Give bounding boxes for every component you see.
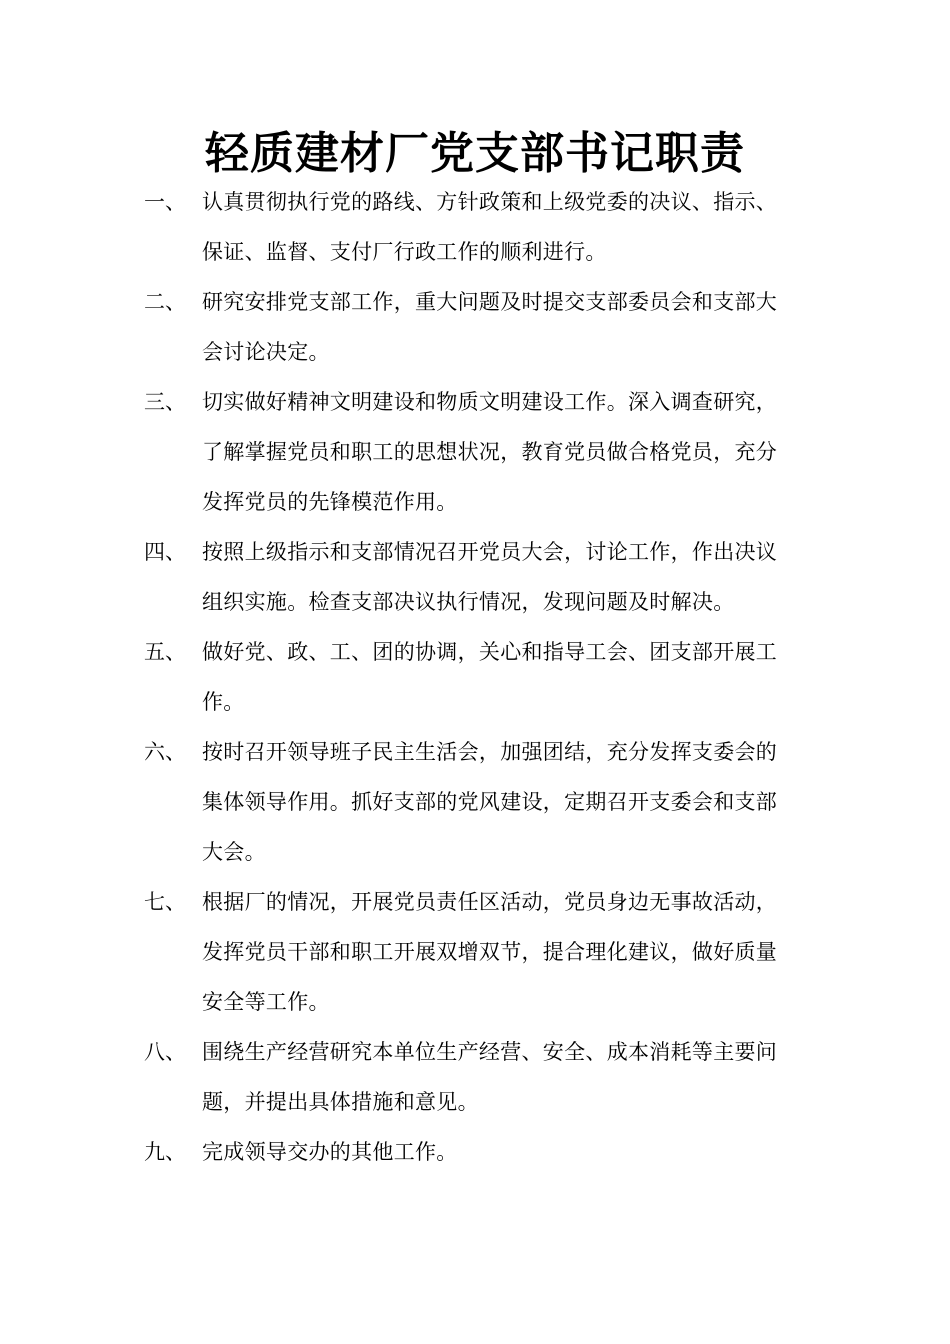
duty-item-line: 做好党、政、工、团的协调，关心和指导工会、团支部开展工 bbox=[202, 640, 778, 664]
duty-item-number: 二、 bbox=[144, 290, 186, 314]
duty-item bbox=[144, 627, 824, 727]
duty-item-number: 九、 bbox=[144, 1140, 186, 1164]
duty-item-line: 了解掌握党员和职工的思想状况，教育党员做合格党员，充分 bbox=[202, 440, 778, 464]
duty-item-line: 集体领导作用。抓好支部的党风建设，定期召开支委会和支部 bbox=[202, 790, 778, 814]
duty-item bbox=[144, 277, 824, 377]
duty-item-number: 四、 bbox=[144, 540, 186, 564]
duty-item-text bbox=[202, 177, 824, 277]
duty-item-line: 安全等工作。 bbox=[202, 990, 330, 1014]
duty-item-line: 保证、监督、支付厂行政工作的顺利进行。 bbox=[202, 240, 607, 264]
duty-item-line: 组织实施。检查支部决议执行情况，发现问题及时解决。 bbox=[202, 590, 735, 614]
duty-item-line: 发挥党员干部和职工开展双增双节，提合理化建议，做好质量 bbox=[202, 940, 778, 964]
duty-item-number: 五、 bbox=[144, 640, 186, 664]
duty-item-line: 围绕生产经营研究本单位生产经营、安全、成本消耗等主要问 bbox=[202, 1040, 778, 1064]
duty-item bbox=[144, 727, 824, 877]
duty-item-text bbox=[202, 377, 824, 527]
duty-item bbox=[144, 877, 824, 1027]
duty-item bbox=[144, 527, 824, 627]
duty-item-line: 按时召开领导班子民主生活会，加强团结，充分发挥支委会的 bbox=[202, 740, 778, 764]
duty-item-text bbox=[202, 877, 824, 1027]
duty-item-line: 认真贯彻执行党的路线、方针政策和上级党委的决议、指示、 bbox=[202, 190, 778, 214]
duty-item-line: 会讨论决定。 bbox=[202, 340, 330, 364]
duty-item-text bbox=[202, 277, 824, 377]
duty-item-text bbox=[202, 1027, 824, 1127]
duty-item-line: 发挥党员的先锋模范作用。 bbox=[202, 490, 458, 514]
duty-list bbox=[144, 177, 824, 1177]
duty-item-text bbox=[202, 527, 824, 627]
duty-item bbox=[144, 177, 824, 277]
duty-item-line: 完成领导交办的其他工作。 bbox=[202, 1140, 458, 1164]
duty-item bbox=[144, 1027, 824, 1127]
duty-item-text bbox=[202, 627, 824, 727]
duty-item-number: 七、 bbox=[144, 890, 186, 914]
duty-item-line: 按照上级指示和支部情况召开党员大会，讨论工作，作出决议 bbox=[202, 540, 778, 564]
duty-item-number: 六、 bbox=[144, 740, 186, 764]
duty-item-text bbox=[202, 727, 824, 877]
duty-item-line: 作。 bbox=[202, 690, 245, 714]
duty-item-line: 切实做好精神文明建设和物质文明建设工作。深入调查研究， bbox=[202, 390, 778, 414]
duty-item-line: 大会。 bbox=[202, 840, 266, 864]
duty-item-text bbox=[202, 1127, 824, 1177]
duty-item bbox=[144, 1127, 824, 1177]
duty-item-line: 题，并提出具体措施和意见。 bbox=[202, 1090, 479, 1114]
duty-item-number: 三、 bbox=[144, 390, 186, 414]
duty-item-line: 研究安排党支部工作，重大问题及时提交支部委员会和支部大 bbox=[202, 290, 778, 314]
duty-item-number: 八、 bbox=[144, 1040, 186, 1064]
duty-item bbox=[144, 377, 824, 527]
duty-item-number: 一、 bbox=[144, 190, 186, 214]
document-title: 轻质建材厂党支部书记职责 bbox=[205, 128, 745, 179]
duty-item-line: 根据厂的情况，开展党员责任区活动，党员身边无事故活动， bbox=[202, 890, 778, 914]
